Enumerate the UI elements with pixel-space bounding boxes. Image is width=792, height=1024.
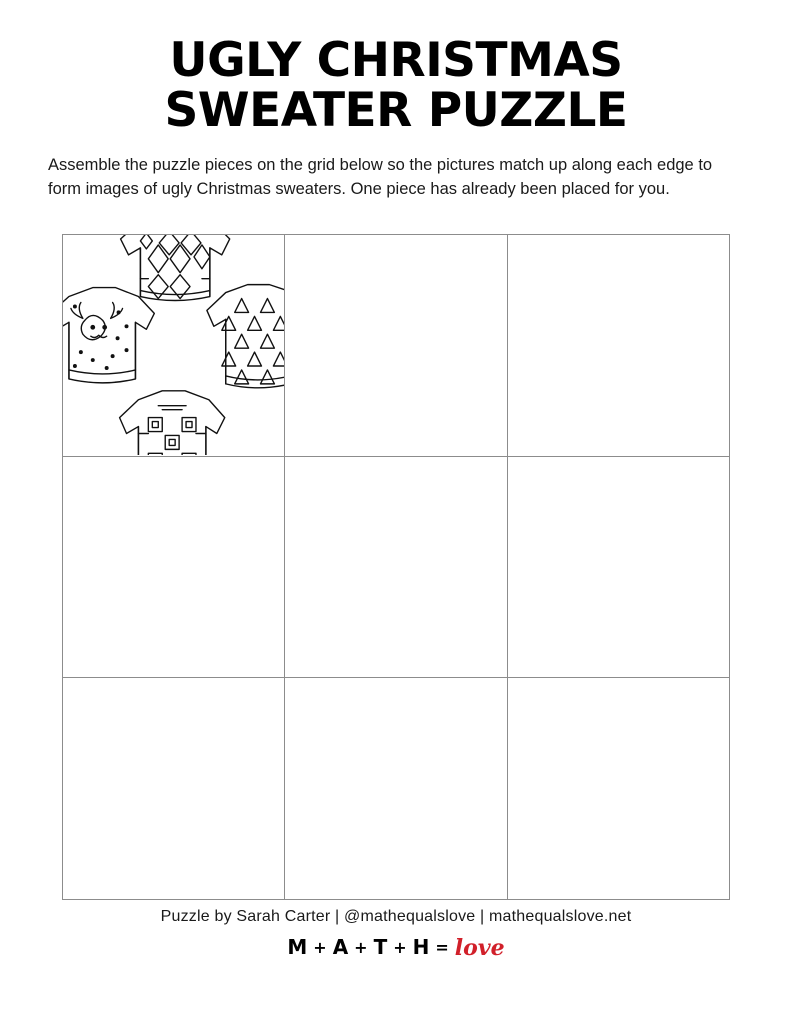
title-line-2: SWEATER PUZZLE (164, 82, 628, 138)
footer (0, 908, 792, 960)
logo-letter-t: T (373, 935, 389, 959)
grid-cell-r3c1[interactable] (63, 678, 285, 900)
logo-letter-h: H (412, 935, 431, 959)
logo-plus-1: + (313, 937, 328, 957)
logo-letter-a: A (332, 935, 350, 959)
grid-cell-r3c2[interactable] (285, 678, 507, 900)
logo-equals: = (435, 937, 450, 957)
math-equals-love-logo (0, 934, 792, 960)
title-line-1: UGLY CHRISTMAS (169, 33, 623, 88)
logo-letter-m: M (287, 935, 309, 959)
grid-cell-r1c2[interactable] (285, 235, 507, 457)
puzzle-grid (62, 234, 730, 900)
credit-line: Puzzle by Sarah Carter | @mathequalslove | mathequalslove.net (160, 908, 632, 925)
grid-cell-r1c3[interactable] (508, 235, 730, 457)
grid-cell-r2c1[interactable] (63, 457, 285, 679)
grid-cell-r2c2[interactable] (285, 457, 507, 679)
ugly-sweater-piece-icon (63, 235, 284, 455)
grid-cell-r2c3[interactable] (508, 457, 730, 679)
logo-plus-3: + (393, 937, 408, 957)
grid-cell-r1c1[interactable] (63, 235, 285, 457)
instructions-text: Assemble the puzzle pieces on the grid below so the pictures match up along each edge to form images of ugly Christmas sweaters. One piece has already been placed for you. (48, 155, 713, 198)
grid-cell-r3c3[interactable] (508, 678, 730, 900)
puzzle-grid-container (62, 234, 730, 900)
logo-love-word: love (454, 935, 505, 961)
logo-plus-2: + (354, 937, 369, 957)
page-title (0, 0, 792, 136)
